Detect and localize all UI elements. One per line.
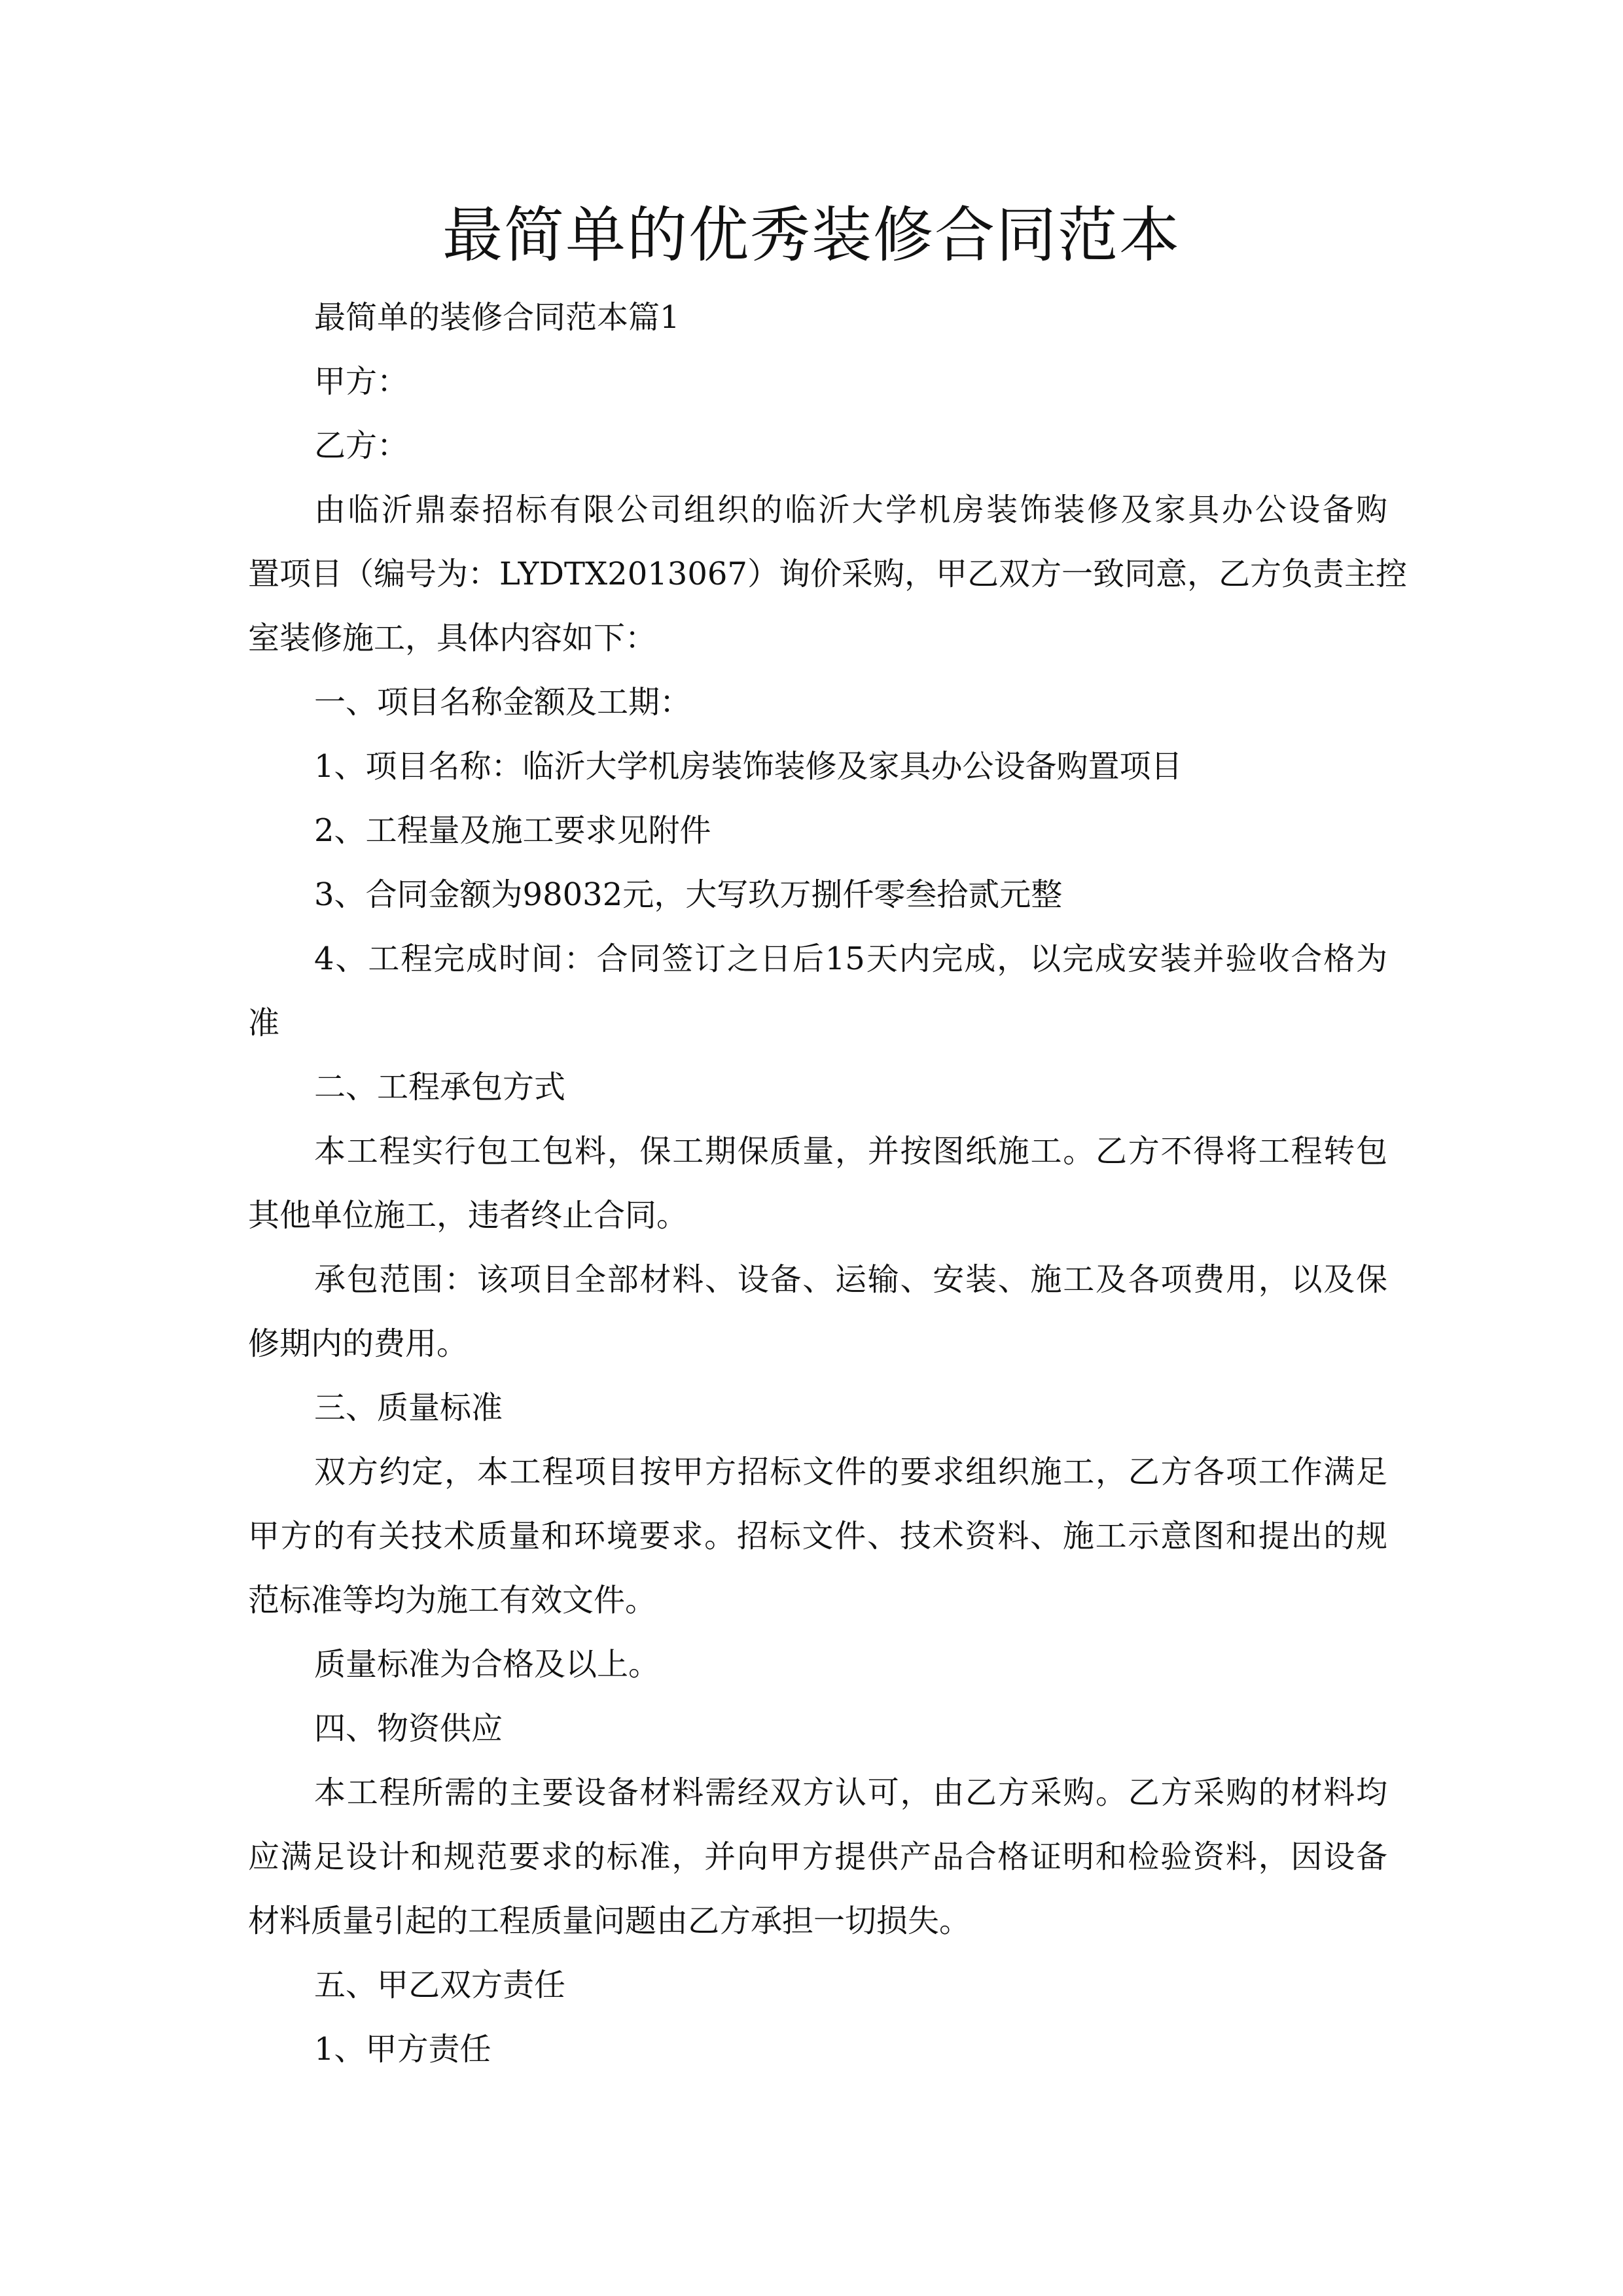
paragraph-line: 准 [248, 1005, 280, 1041]
paragraph [248, 1440, 1387, 1632]
paragraph-line: 室装修施工，具体内容如下： [248, 620, 657, 656]
paragraph-line: 甲方： [314, 363, 409, 400]
paragraph-line: 双方约定，本工程项目按甲方招标文件的要求组织施工，乙方各项工作满足 [314, 1454, 1387, 1490]
paragraph [248, 1761, 1387, 1953]
paragraph [248, 414, 1387, 478]
paragraph-line: 乙方： [314, 427, 409, 464]
paragraph [248, 478, 1407, 670]
paragraph-line: 其他单位施工，违者终止合同。 [248, 1197, 688, 1234]
paragraph-line: 材料质量引起的工程质量问题由乙方承担一切损失。 [248, 1903, 971, 1939]
paragraph-line: 应满足设计和规范要求的标准，并向甲方提供产品合格证明和检验资料，因设备 [248, 1839, 1387, 1875]
paragraph-line: 2、工程量及施工要求见附件 [314, 812, 711, 849]
paragraph-line: 本工程所需的主要设备材料需经双方认可，由乙方采购。乙方采购的材料均 [314, 1774, 1387, 1811]
paragraph [248, 798, 1387, 863]
paragraph-line: 修期内的费用。 [248, 1325, 469, 1362]
paragraph-line: 四、物资供应 [314, 1710, 503, 1747]
paragraph-line: 一、项目名称金额及工期： [314, 684, 692, 721]
paragraph-line: 由临沂鼎泰招标有限公司组织的临沂大学机房装饰装修及家具办公设备购 [314, 492, 1387, 528]
paragraph-line: 1、甲方责任 [314, 2031, 491, 2068]
paragraph-line: 质量标准为合格及以上。 [314, 1646, 660, 1683]
paragraph-line: 置项目（编号为：LYDTX2013067）询价采购，甲乙双方一致同意，乙方负责主控 [248, 556, 1407, 592]
paragraph-line: 三、质量标准 [314, 1390, 503, 1426]
paragraph-line: 范标准等均为施工有效文件。 [248, 1582, 657, 1619]
paragraph-line: 二、工程承包方式 [314, 1069, 566, 1105]
paragraph [248, 350, 1387, 414]
paragraph [248, 863, 1387, 927]
paragraph-line: 本工程实行包工包料，保工期保质量，并按图纸施工。乙方不得将工程转包 [314, 1133, 1387, 1170]
paragraph [248, 2017, 1387, 2081]
paragraph [248, 1119, 1387, 1247]
paragraph-line: 承包范围：该项目全部材料、设备、运输、安装、施工及各项费用，以及保 [314, 1261, 1387, 1298]
paragraph [248, 1632, 1387, 1696]
paragraph-line: 甲方的有关技术质量和环境要求。招标文件、技术资料、施工示意图和提出的规 [248, 1518, 1387, 1554]
paragraph [248, 285, 1387, 350]
paragraph [248, 734, 1387, 798]
paragraph-line: 1、项目名称：临沂大学机房装饰装修及家具办公设备购置项目 [314, 748, 1183, 785]
paragraph [248, 1055, 1387, 1119]
paragraph [248, 927, 1387, 1055]
document-title: 最简单的优秀装修合同范本 [442, 200, 1181, 270]
paragraph-line: 五、甲乙双方责任 [314, 1967, 566, 2003]
paragraph-line: 3、合同金额为98032元，大写玖万捌仟零叁拾贰元整 [314, 876, 1063, 913]
paragraph [248, 670, 1387, 734]
paragraph [248, 1696, 1387, 1761]
paragraph-line: 最简单的装修合同范本篇1 [314, 299, 680, 336]
paragraph [248, 1953, 1387, 2017]
document-body [248, 285, 1407, 2081]
paragraph-line: 4、工程完成时间：合同签订之日后15天内完成，以完成安装并验收合格为 [314, 941, 1387, 977]
paragraph [248, 1376, 1387, 1440]
paragraph [248, 1247, 1387, 1376]
